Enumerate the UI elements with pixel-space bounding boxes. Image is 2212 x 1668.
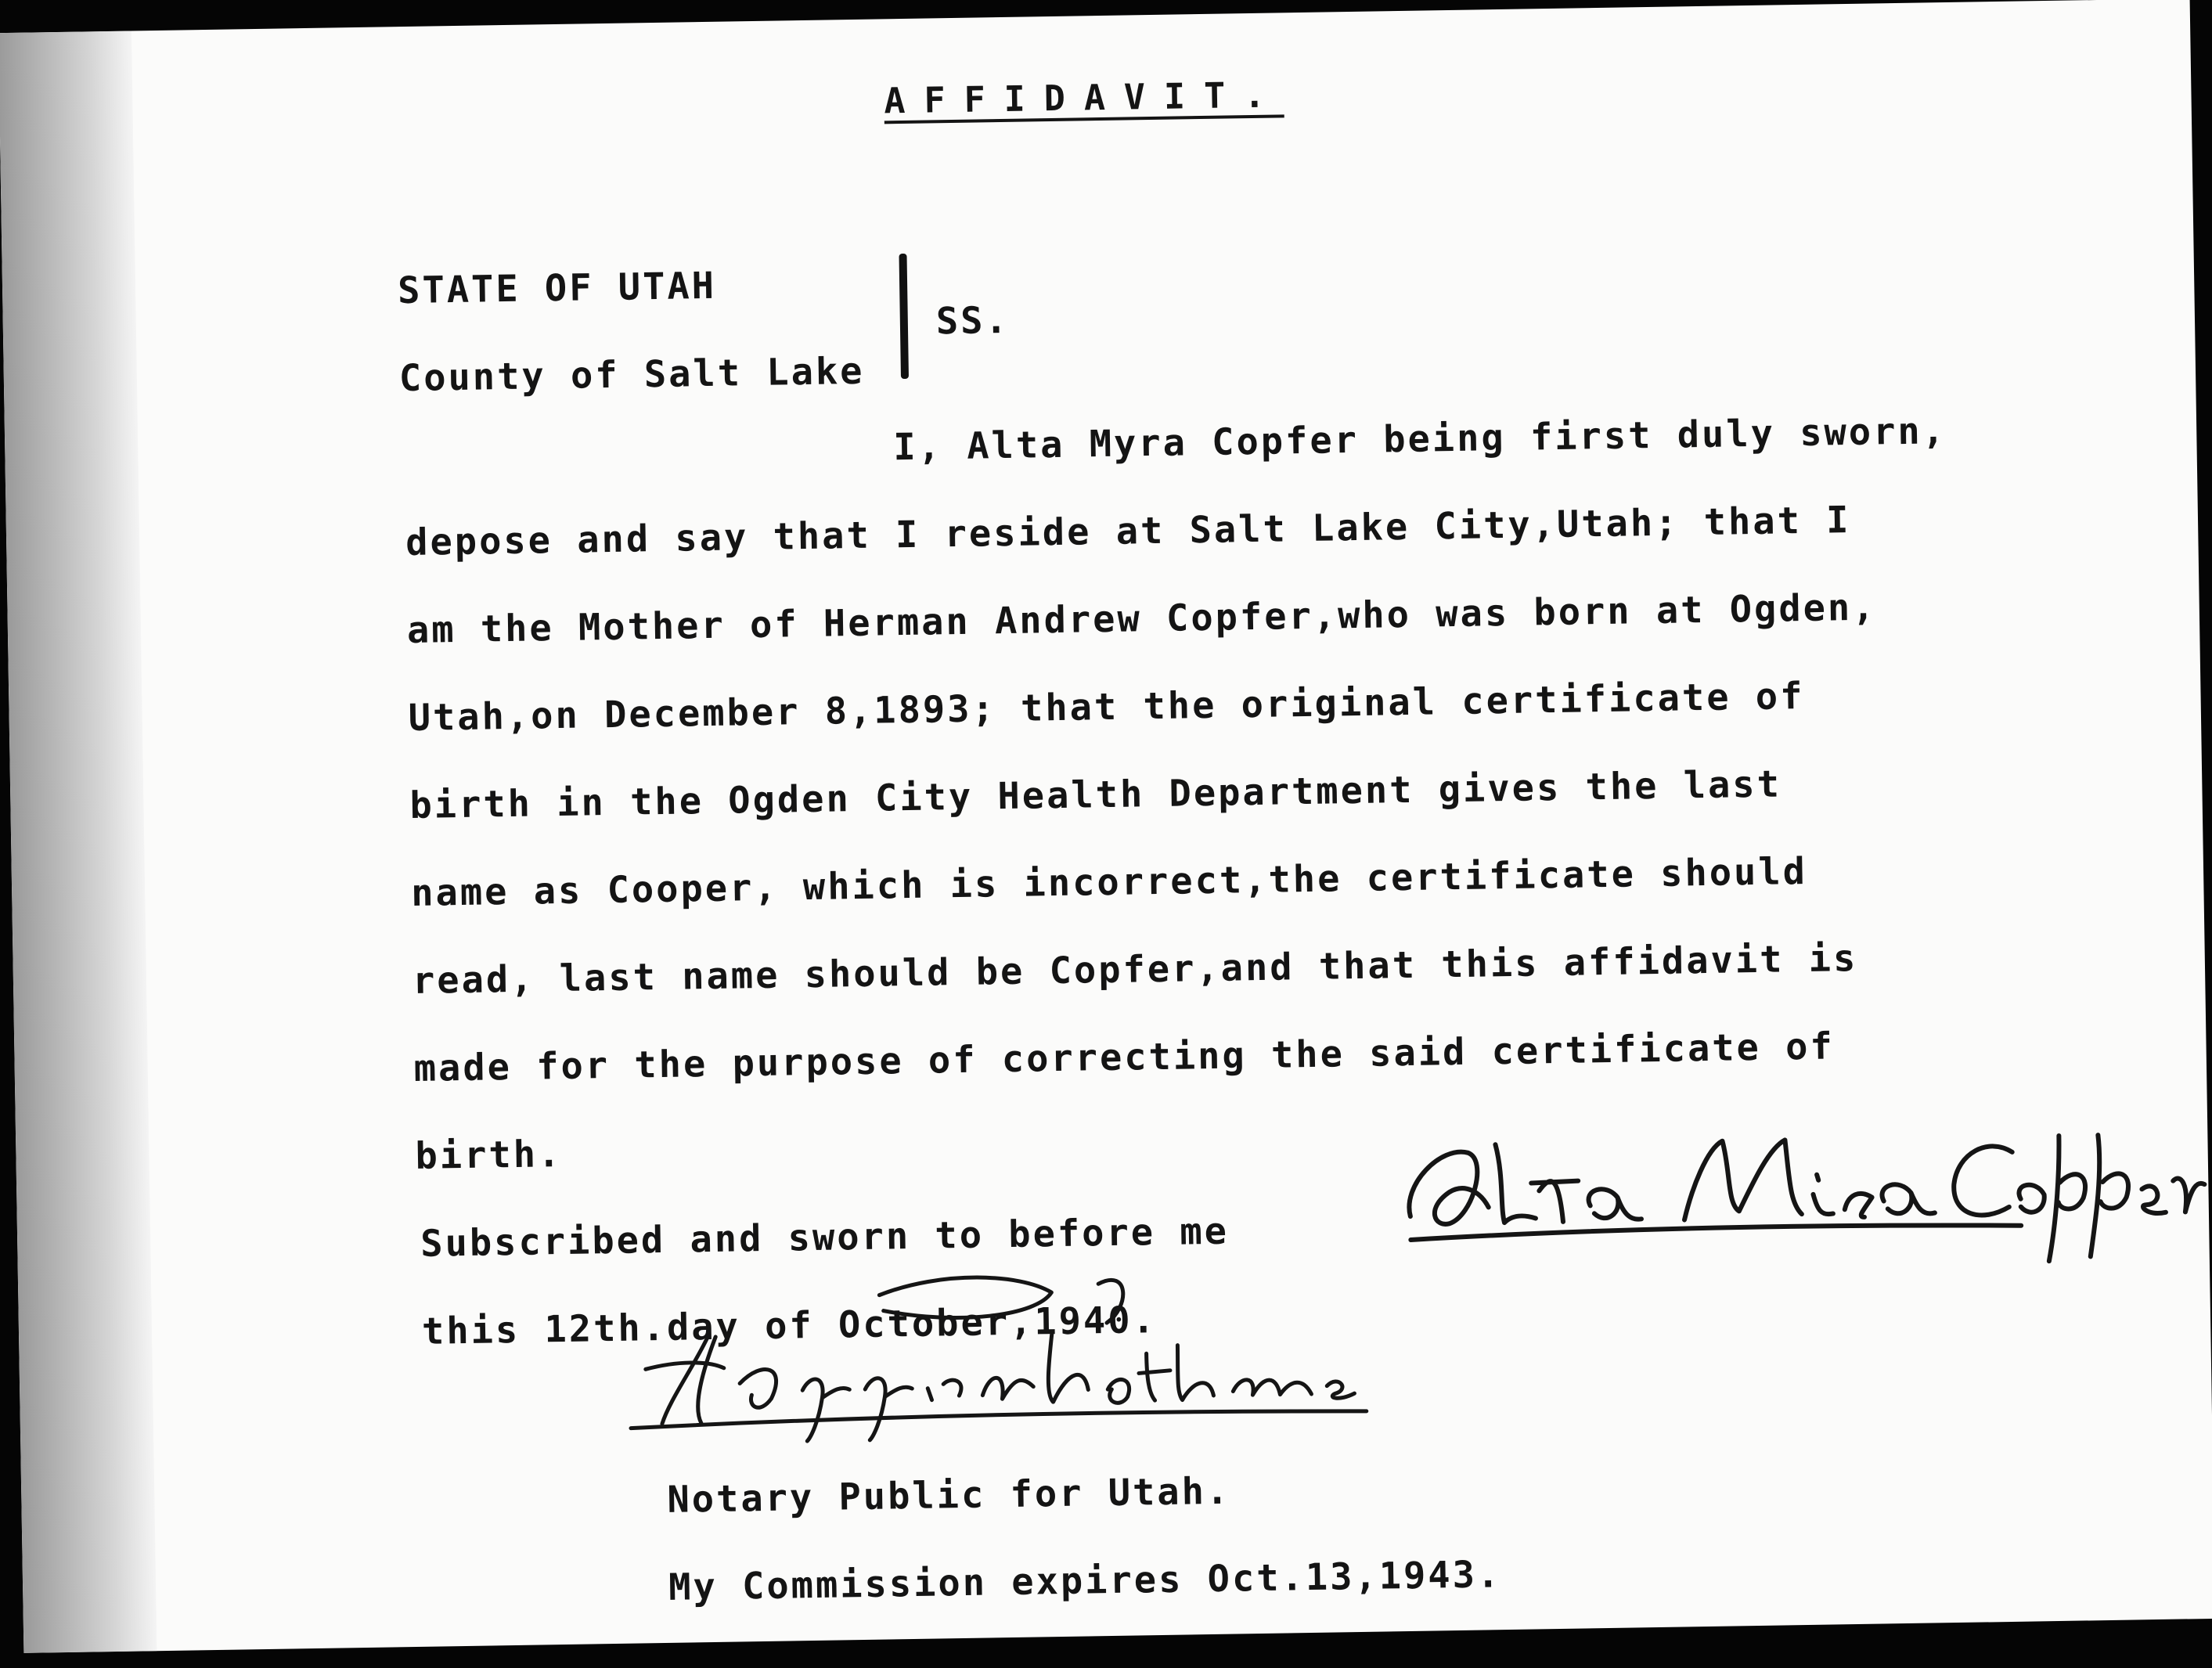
paper-edge-shadow [0,31,157,1652]
venue-brace [899,254,909,379]
notary-signature [612,1232,1414,1448]
document-title: AFFIDAVIT. [884,74,1284,122]
venue-state: STATE OF UTAH [397,264,717,313]
jurat-line-2: this 12th.day of October,1940. [421,1299,1158,1353]
notary-commission: My Commission expires Oct.13,1943. [668,1553,1502,1609]
jurat-line-1: Subscribed and sworn to before me [420,1209,1230,1266]
body-line-6: name as Cooper, which is incorrect,the certificate should [410,849,1808,915]
body-line-9: birth. [415,1132,563,1178]
affiant-signature [1393,1086,2210,1279]
body-line-4: Utah,on December 8,1893; that the original certificate of [408,674,1805,740]
body-line-8: made for the purpose of correcting the said certificate of [413,1025,1836,1090]
venue-ss: SS. [935,298,1011,344]
body-line-1: I, Alta Myra Copfer being first duly sworn, [892,409,1947,470]
body-line-2: depose and say that I reside at Salt Lake City,Utah; that I [405,499,1851,565]
body-line-3: am the Mother of Herman Andrew Copfer,who was born at Ogden, [406,585,1877,653]
notary-title: Notary Public for Utah. [667,1469,1231,1522]
venue-county: County of Salt Lake [398,349,865,401]
body-line-7: read, last name should be Copfer,and that this affidavit is [412,936,1858,1003]
body-line-5: birth in the Ogden City Health Department gives the last [409,762,1782,827]
